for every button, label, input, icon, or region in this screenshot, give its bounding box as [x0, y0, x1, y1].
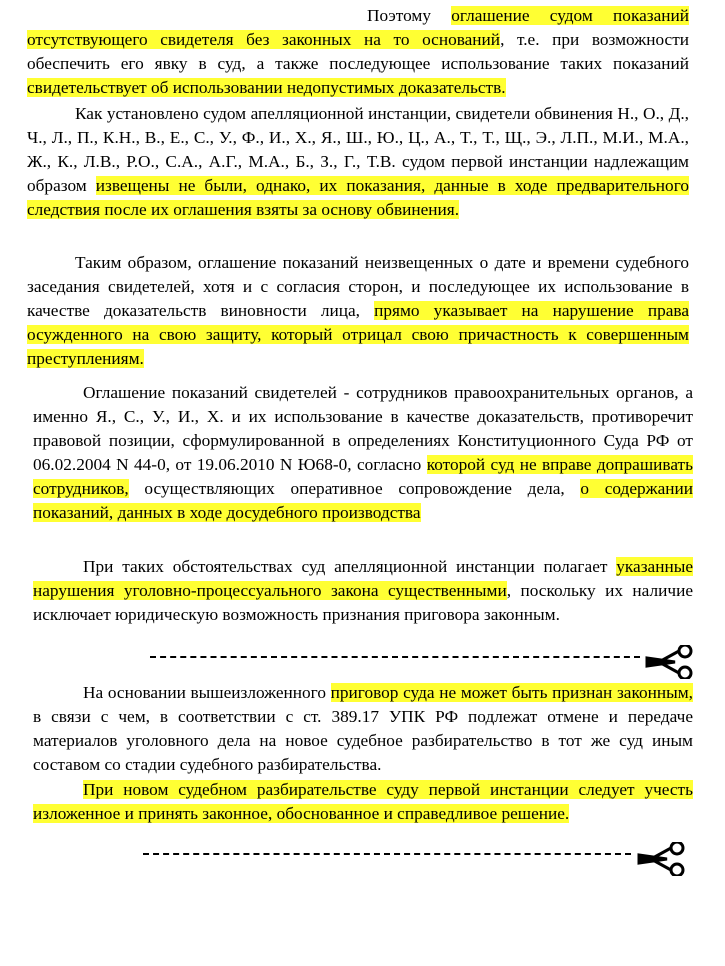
paragraph-3	[27, 251, 689, 371]
text-run: На основании вышеизложенного	[83, 683, 331, 702]
highlighted-text: о содержании показаний, данных в ходе досудебного производства	[33, 479, 694, 522]
dashed-line	[150, 656, 640, 658]
paragraph-7	[33, 778, 693, 826]
cut-line-1	[150, 645, 705, 679]
highlighted-text: прямо указывает на нарушение права осужденного на свою защиту, который отрицал свою причастность к совершенным преступлениям.	[27, 301, 689, 368]
paragraph-1	[27, 4, 689, 100]
paragraph-4	[33, 381, 693, 525]
highlighted-text: приговор суда не может быть признан законным,	[330, 683, 694, 702]
paragraph-2	[27, 102, 689, 222]
text-run: Таким образом, оглашение показаний неизвещенных о дате и времени судебного заседания свидетелей, хотя и с согласия сторон, и последующее их использование в качестве доказательств виновности лица,	[27, 253, 689, 320]
highlighted-text: оглашение судом показаний отсутствующего свидетеля без законных на то оснований	[27, 6, 689, 49]
text-run: в связи с чем, в соответствии с ст. 389.17 УПК РФ подлежат отмене и передаче материалов уголовного дела на новое судебное разбирательство в тот же суд иным составом со стадии судебного разбирательства.	[33, 707, 693, 774]
scissors-icon	[645, 645, 695, 679]
scissors-icon	[637, 842, 687, 876]
highlighted-text: извещены не были, однако, их показания, данные в ходе предварительного следствия после их оглашения взяты за основу обвинения.	[27, 176, 689, 219]
highlighted-text: При новом судебном разбирательстве суду первой инстанции следует учесть изложенное и принять законное, обоснованное и справедливое решение.	[33, 780, 693, 823]
dashed-line	[143, 853, 631, 855]
text-run: Оглашение показаний свидетелей - сотрудников правоохранительных органов, а именно Я., С., У., И., Х. и их использование в качестве доказательств, противоречит правовой позиции, сформулированной в определениях Конституционного Суда РФ от 06.02.2004 N 44-0, от 19.06.2010 N Ю68-0, согласно	[33, 383, 693, 474]
paragraph-6	[33, 681, 693, 777]
highlighted-text: свидетельствует об использовании недопустимых доказательств.	[27, 78, 506, 97]
text-run: Как установлено судом апелляционной инстанции, свидетели обвинения Н., О., Д., Ч., Л., П., К.Н., В., Е., С., У., Ф., И., Х., Я., Ш., Ю., Ц., А., Т., Т., Щ., Э., Л.П., М.И., М.А., Ж., К., Л.В., Р.О., С.А., А.Г., М.А., Б., З., Г., Т.В. судом первой инстанции надлежащим образом	[27, 104, 689, 195]
paragraph-5	[33, 555, 693, 627]
text-run: , т.е. при возможности обеспечить его явку в суд, а также последующее использование таких показаний	[27, 30, 689, 73]
cut-line-2	[143, 842, 703, 876]
highlighted-text: которой суд не вправе допрашивать сотрудников,	[33, 455, 693, 498]
text-run: При таких обстоятельствах суд апелляционной инстанции полагает	[83, 557, 617, 576]
text-run: осуществляющих оперативное сопровождение дела,	[128, 479, 581, 498]
text-run: Поэтому	[367, 6, 452, 25]
text-run: , поскольку их наличие исключает юридическую возможность признания приговора законным.	[33, 581, 693, 624]
highlighted-text: указанные нарушения уголовно-процессуального закона существенными	[33, 557, 693, 600]
